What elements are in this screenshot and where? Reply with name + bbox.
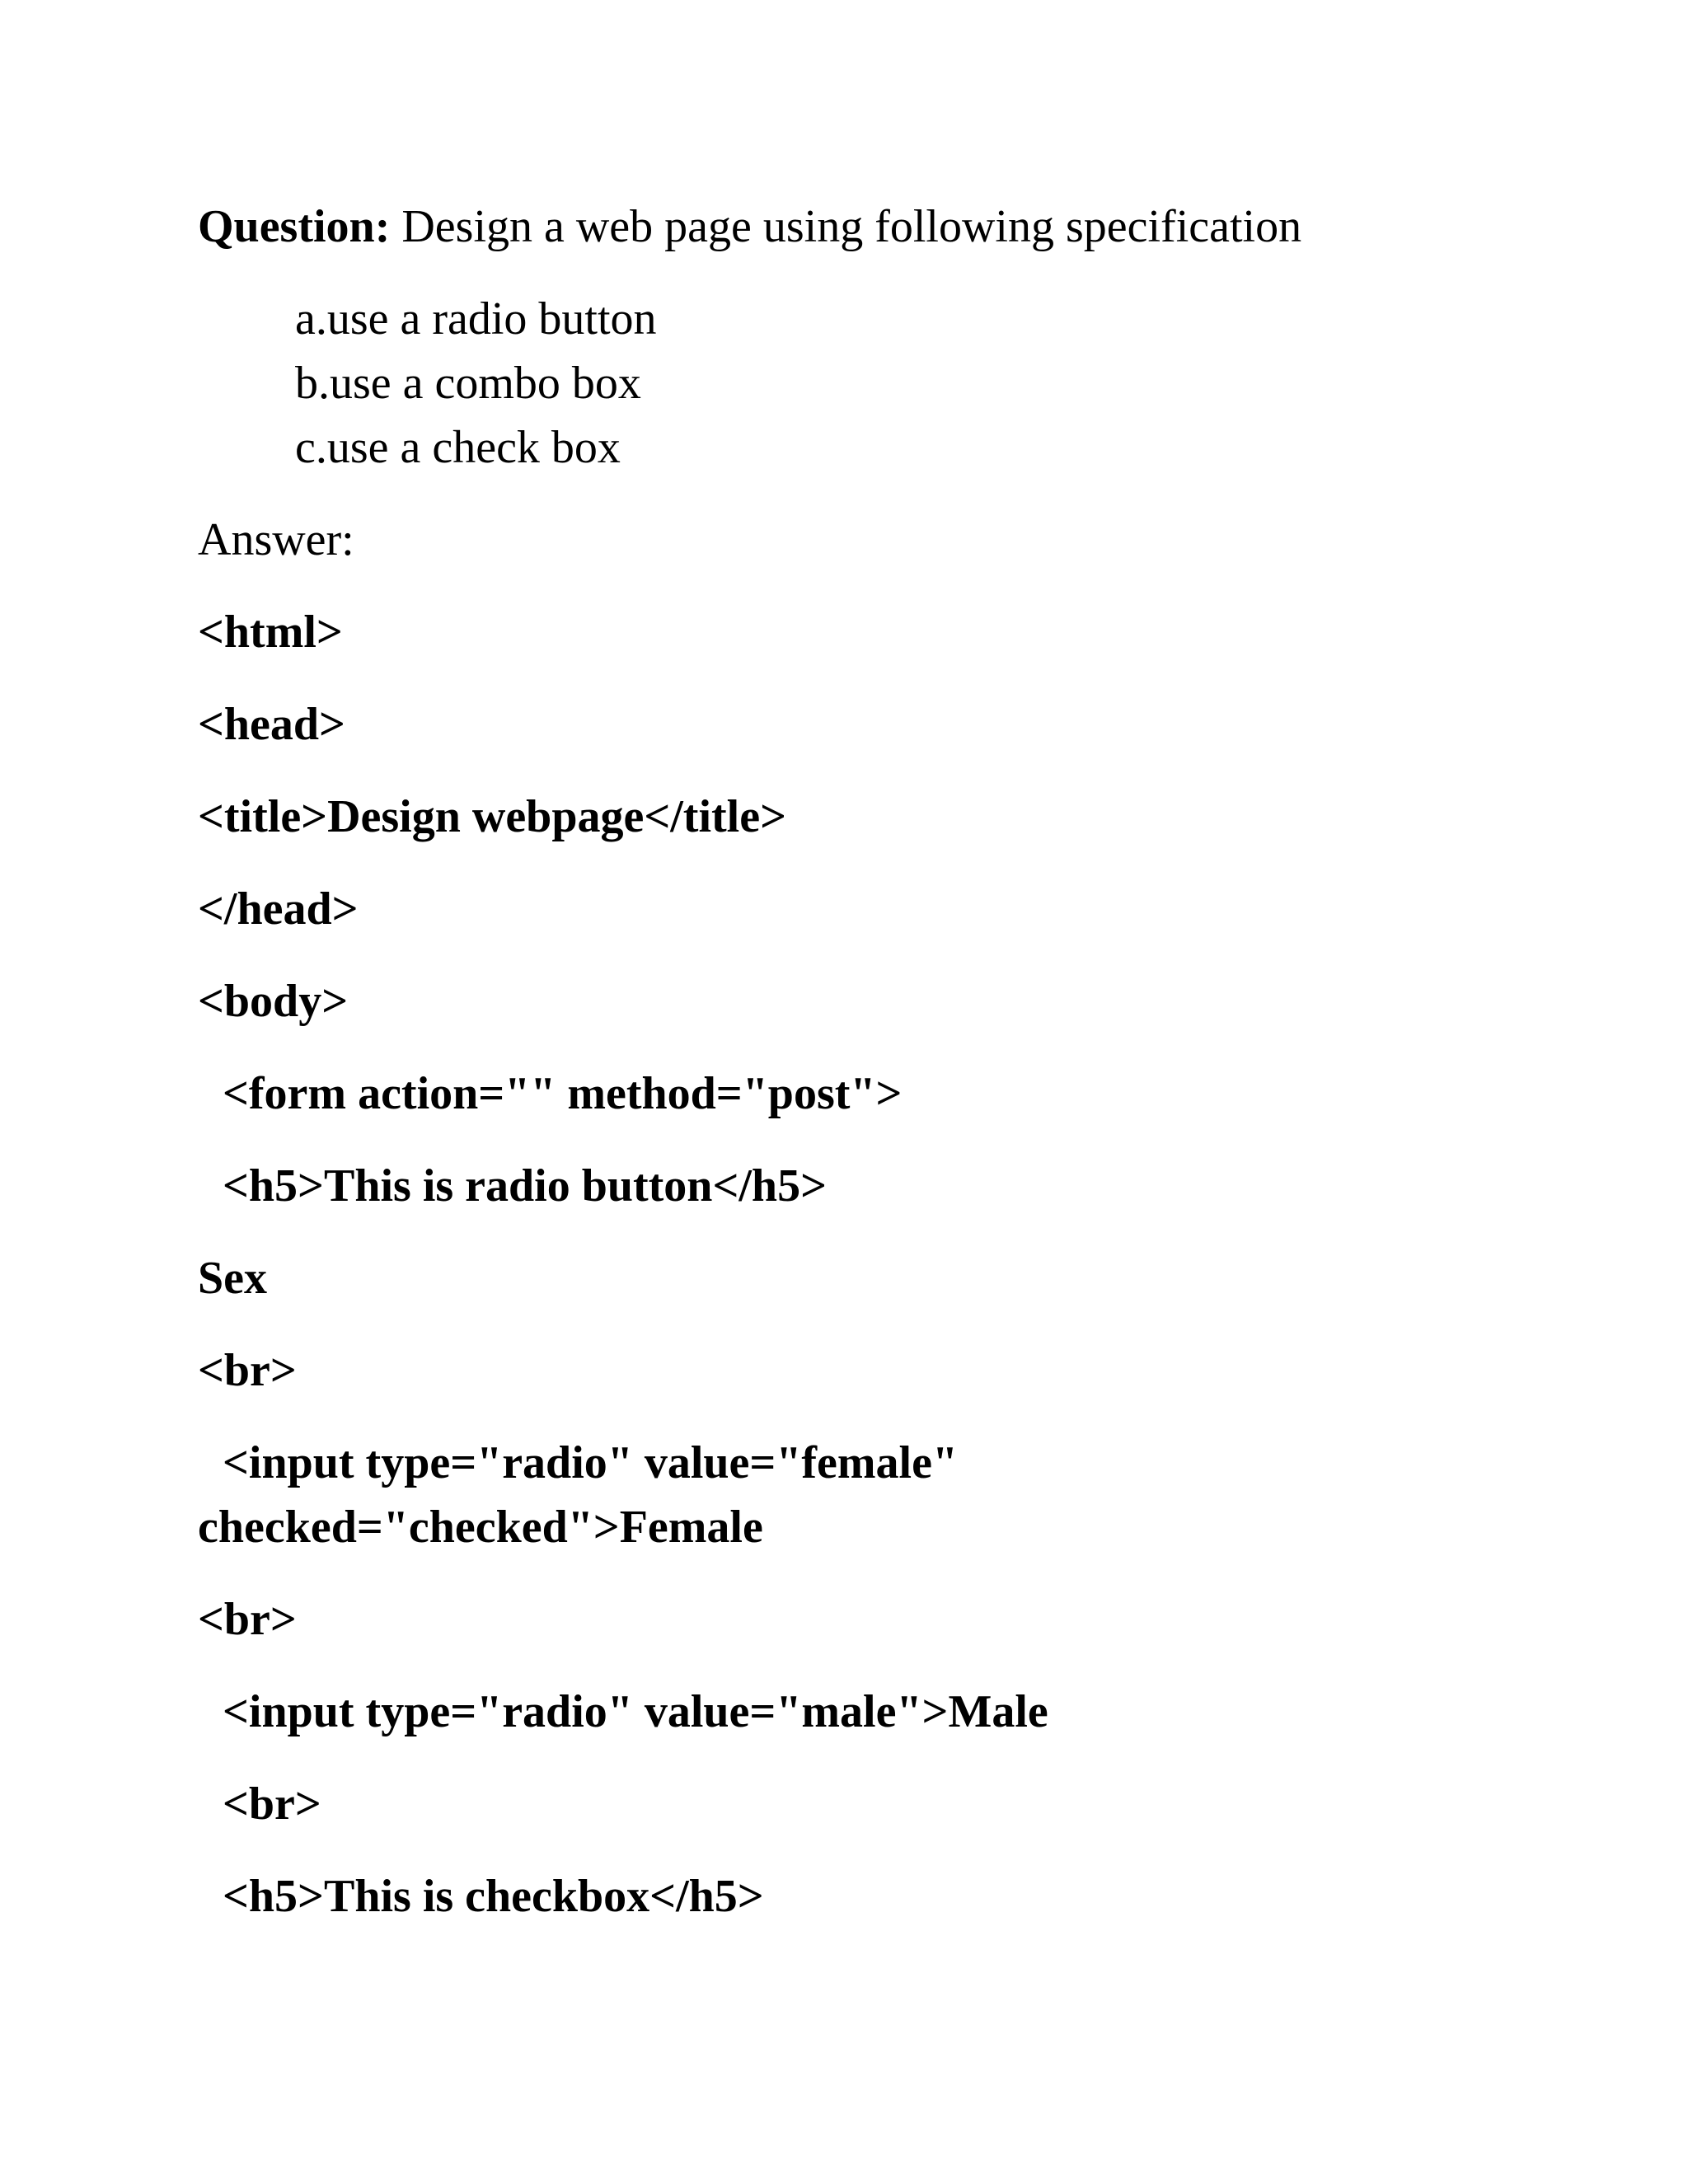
code-line: Sex bbox=[198, 1253, 267, 1304]
code-line: <br> bbox=[198, 1594, 297, 1645]
question-label: Question: bbox=[198, 201, 391, 252]
question-text: Design a web page using following specification bbox=[401, 201, 1302, 252]
code-line: <br> bbox=[198, 1345, 297, 1396]
code-line: <input type="radio" value="female" bbox=[223, 1437, 959, 1488]
code-line: <title>Design webpage</title> bbox=[198, 791, 786, 842]
code-line: <form action="" method="post"> bbox=[223, 1068, 903, 1119]
spec-item-c: c.use a check box bbox=[295, 422, 621, 473]
code-line: </head> bbox=[198, 883, 359, 935]
answer-label: Answer: bbox=[198, 514, 354, 565]
code-line: <html> bbox=[198, 607, 343, 658]
question-line bbox=[198, 199, 1301, 254]
code-line: <head> bbox=[198, 699, 345, 750]
spec-item-a: a.use a radio button bbox=[295, 293, 657, 344]
code-line: <h5>This is checkbox</h5> bbox=[223, 1871, 764, 1922]
code-line: <br> bbox=[223, 1779, 321, 1830]
code-line: <h5>This is radio button</h5> bbox=[223, 1160, 827, 1212]
code-line: <input type="radio" value="male">Male bbox=[223, 1686, 1048, 1737]
code-line: <body> bbox=[198, 976, 349, 1027]
code-line: checked="checked">Female bbox=[198, 1502, 763, 1553]
spec-item-b: b.use a combo box bbox=[295, 358, 641, 409]
